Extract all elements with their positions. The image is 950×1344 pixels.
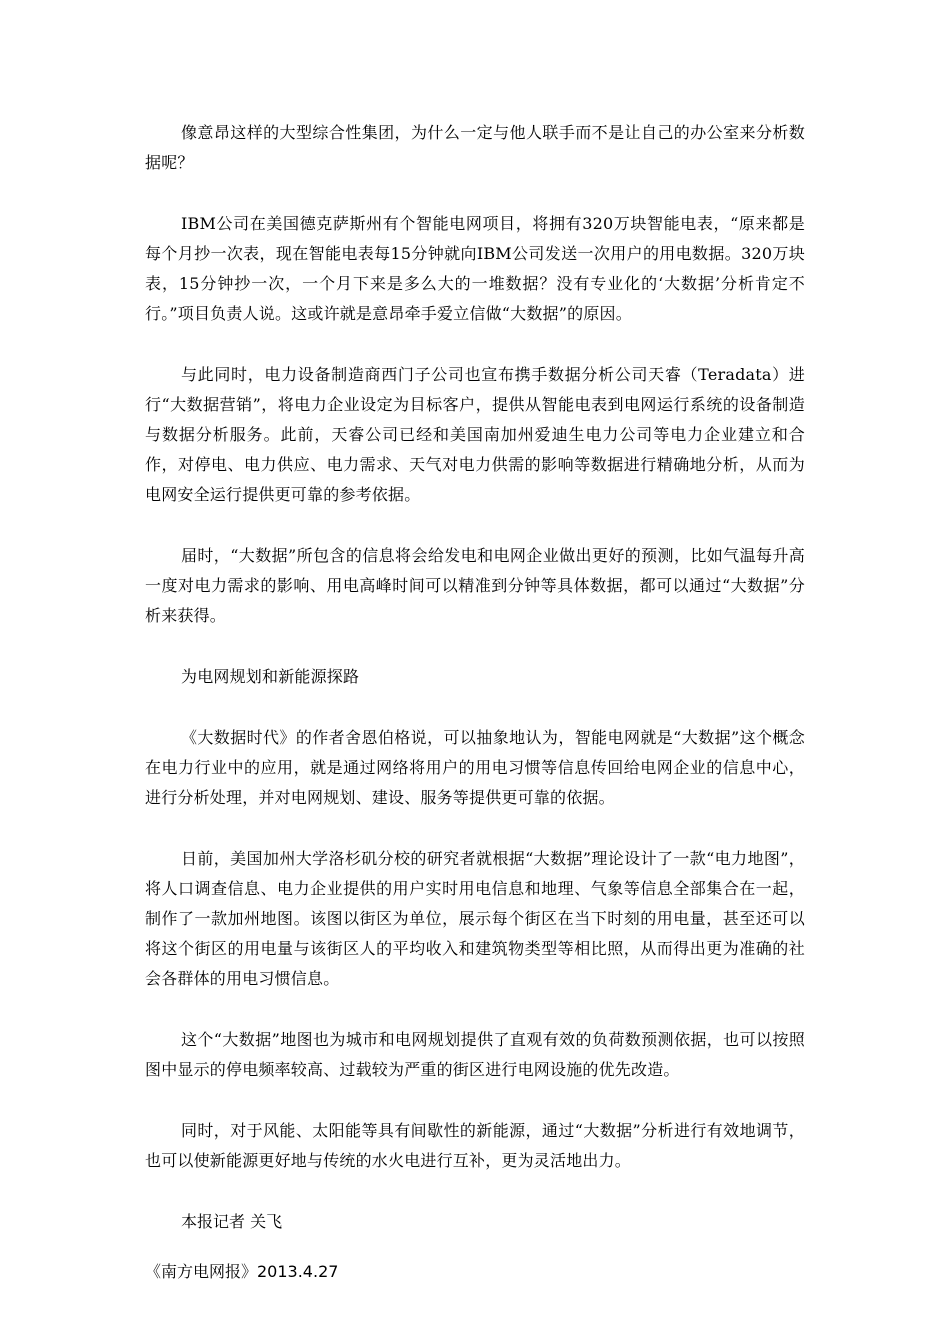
- byline: 本报记者 关飞: [181, 1212, 283, 1231]
- section-heading: 为电网规划和新能源探路: [181, 667, 360, 686]
- paragraph-8: 同时，对于风能、太阳能等具有间歇性的新能源，通过“大数据”分析进行有效地调节，也可以使新能源更好地与传统的水火电进行互补，更为灵活地出力。: [145, 1121, 805, 1170]
- paragraph-4: 届时，“大数据”所包含的信息将会给发电和电网企业做出更好的预测，比如气温每升高一度对电力需求的影响、用电高峰时间可以精准到分钟等具体数据，都可以通过“大数据”分析来获得。: [145, 546, 805, 625]
- paragraph-3: 与此同时，电力设备制造商西门子公司也宣布携手数据分析公司天睿（Teradata）进行“大数据营销”，将电力企业设定为目标客户，提供从智能电表到电网运行系统的设备制造与数据分析服务。此前，天睿公司已经和美国南加州爱迪生电力公司等电力企业建立和合作，对停电、电力供应、电力需求、天气对电力供需的影响等数据进行精确地分析，从而为电网安全运行提供更可靠的参考依据。: [145, 365, 805, 504]
- document-page: [145, 118, 805, 1287]
- paragraph-6: 日前，美国加州大学洛杉矶分校的研究者就根据“大数据”理论设计了一款“电力地图”，将人口调查信息、电力企业提供的用户实时用电信息和地理、气象等信息全部集合在一起，制作了一款加州地图。该图以街区为单位，展示每个街区在当下时刻的用电量，甚至还可以将这个街区的用电量与该街区人的平均收入和建筑物类型等相比照，从而得出更为准确的社会各群体的用电习惯信息。: [145, 849, 805, 988]
- source-citation: 《南方电网报》2013.4.27: [145, 1262, 339, 1281]
- paragraph-7: 这个“大数据”地图也为城市和电网规划提供了直观有效的负荷数预测依据，也可以按照图中显示的停电频率较高、过载较为严重的街区进行电网设施的优先改造。: [145, 1030, 805, 1079]
- paragraph-2: IBM公司在美国德克萨斯州有个智能电网项目，将拥有320万块智能电表，“原来都是每个月抄一次表，现在智能电表每15分钟就向IBM公司发送一次用户的用电数据。320万块表，15分钟抄一次，一个月下来是多么大的一堆数据？没有专业化的‘大数据’分析肯定不行。”项目负责人说。这或许就是意昂牵手爱立信做“大数据”的原因。: [145, 214, 805, 323]
- paragraph-1: 像意昂这样的大型综合性集团，为什么一定与他人联手而不是让自己的办公室来分析数据呢？: [145, 123, 805, 172]
- paragraph-5: 《大数据时代》的作者舍恩伯格说，可以抽象地认为，智能电网就是“大数据”这个概念在电力行业中的应用，就是通过网络将用户的用电习惯等信息传回给电网企业的信息中心，进行分析处理，并对电网规划、建设、服务等提供更可靠的依据。: [145, 728, 805, 807]
